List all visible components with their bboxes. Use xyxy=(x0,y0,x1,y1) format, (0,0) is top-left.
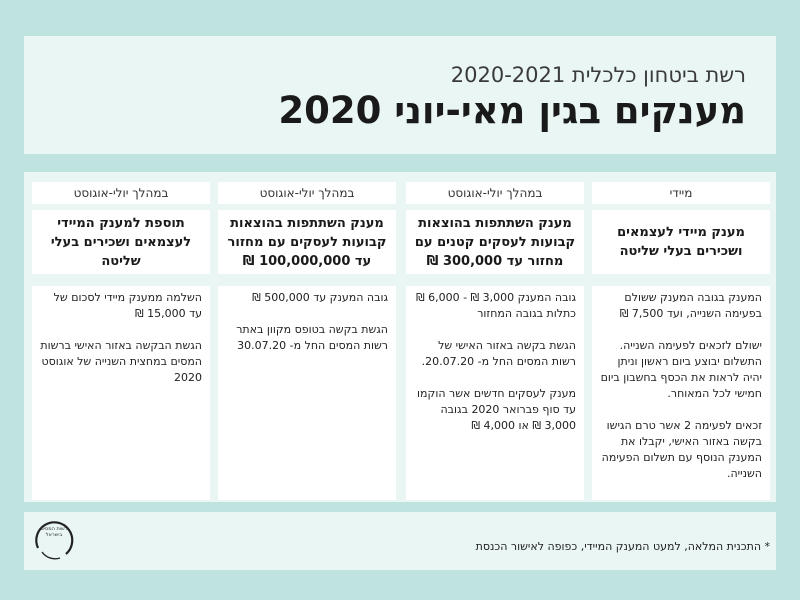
grant-column-immediate xyxy=(592,182,770,500)
grant-detail: המענק בגובה המענק ששולם בפעימה השנייה, ועד 7,500 ₪ xyxy=(619,291,762,320)
grant-detail: זכאים לפעימה 2 אשר טרם הגישו בקשה באזור האישי, יקבלו את המענק הנוסף עם תשלום הפעימה השנייה. xyxy=(601,419,762,480)
grant-period: במהלך יולי-אוגוסט xyxy=(32,182,210,204)
grant-details xyxy=(218,286,396,500)
grant-column-small-business xyxy=(406,182,584,500)
footnote: * התכנית המלאה, למעט המענק המיידי, כפופה לאישור הכנסת xyxy=(475,540,770,553)
grant-detail: ישולם לזכאים לפעימה השנייה. התשלום יבוצע ביום ראשון וניתן יהיה לראות את הכסף בחשבון ביום חמישי לכל המאוחר. xyxy=(600,339,762,400)
header xyxy=(24,36,776,154)
grant-details xyxy=(592,286,770,500)
grant-period: במהלך יולי-אוגוסט xyxy=(406,182,584,204)
grant-name: מענק מיידי לעצמאים ושכירים בעלי שליטה xyxy=(592,210,770,274)
grant-details xyxy=(32,286,210,500)
footer xyxy=(24,512,776,570)
grants-panel xyxy=(24,172,776,502)
grant-column-large-business xyxy=(218,182,396,500)
grant-detail: הגשת הבקשה באזור האישי ברשות המסים במחצית השנייה של אוגוסט 2020 xyxy=(40,339,202,384)
grant-period: מיידי xyxy=(592,182,770,204)
grant-detail: הגשת בקשה באזור האישי של רשות המסים החל מ- 20.07.20. xyxy=(421,339,576,368)
grant-period: במהלך יולי-אוגוסט xyxy=(218,182,396,204)
page-title: מענקים בגין מאי-יוני 2020 xyxy=(278,89,746,133)
grant-name: מענק השתתפות בהוצאות קבועות לעסקים עם מחזור עד 100,000,000 ₪ xyxy=(218,210,396,274)
grant-detail: גובה המענק עד 500,000 ₪ xyxy=(252,291,388,304)
grant-name: מענק השתתפות בהוצאות קבועות לעסקים קטנים עם מחזור עד 300,000 ₪ xyxy=(406,210,584,274)
grant-detail: מענק לעסקים חדשים אשר הוקמו עד סוף פברואר 2020 בגובה 3,000 ₪ או 4,000 ₪ xyxy=(417,387,576,432)
grant-details xyxy=(406,286,584,500)
grant-detail: הגשת בקשה בטופס מקוון באתר רשות המסים החל מ- 30.07.20 xyxy=(236,323,388,352)
grant-detail: גובה המענק 3,000 ₪ - 6,000 ₪ כתלות בגובה המחזור xyxy=(415,291,576,320)
header-subtitle: רשת ביטחון כלכלית 2020-2021 xyxy=(450,63,746,87)
grant-column-supplement xyxy=(32,182,210,500)
logo-text: רשות המסים בישראל xyxy=(40,526,68,538)
grant-name: תוספת למענק המיידי לעצמאים ושכירים בעלי שליטה xyxy=(32,210,210,274)
tax-authority-logo-icon xyxy=(32,518,76,562)
grant-detail: השלמה ממענק מיידי לסכום של עד 15,000 ₪ xyxy=(53,291,202,320)
